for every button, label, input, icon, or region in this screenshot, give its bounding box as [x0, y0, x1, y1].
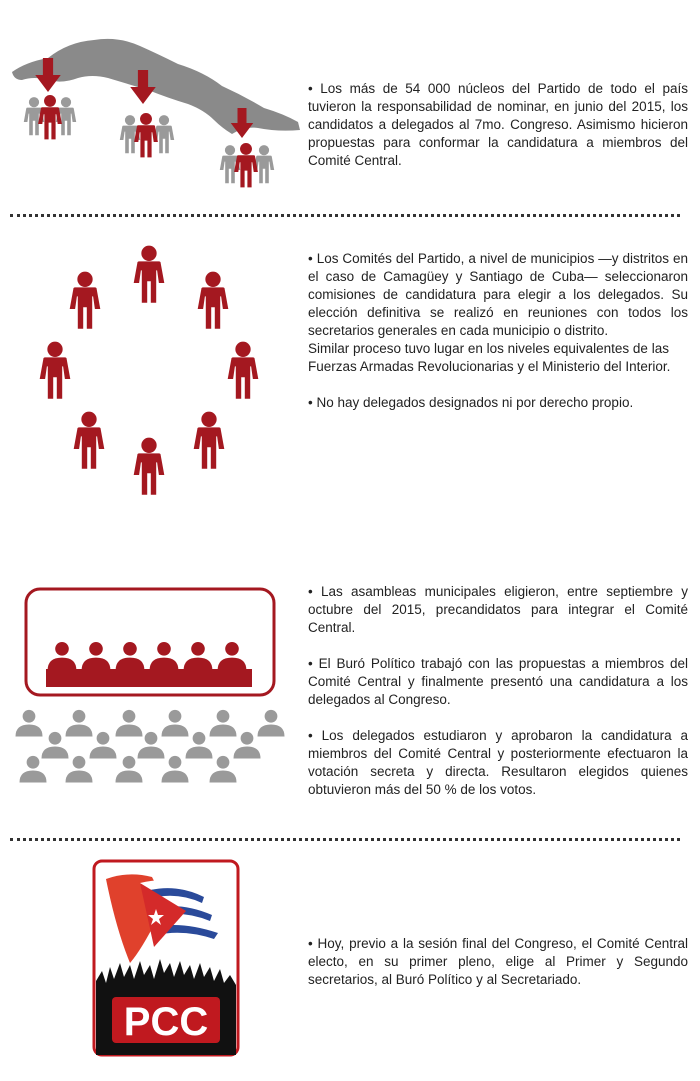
audience-icon: [16, 710, 285, 783]
section2-text: [308, 250, 688, 412]
divider-2: [10, 838, 680, 841]
section-candidature-commissions: [0, 220, 700, 550]
divider-1: [10, 214, 680, 217]
commission-circle-illustration: [30, 240, 270, 505]
section-central-committee-candidature: [0, 575, 700, 835]
pcc-flag-logo: [92, 859, 240, 1057]
section3-text: [308, 583, 688, 799]
section1-text: [308, 80, 688, 170]
cuba-map-illustration: [8, 28, 308, 198]
cuba-map-icon: [8, 28, 308, 198]
section3-paragraph-1: • Las asambleas municipales eligieron, entre septiembre y octubre del 2015, precandidatos para integrar el Comité Central.: [308, 584, 688, 635]
presidium-icon: [26, 589, 274, 695]
section3-paragraph-3: • Los delegados estudiaron y aprobaron la candidatura a miembros del Comité Central y posteriormente efectuaron la votación secreta y directa. Resultaron elegidos quienes obtuvieron más del 50 % de los votos.: [308, 728, 688, 797]
section1-paragraph-1: • Los más de 54 000 núcleos del Partido de todo el país tuvieron la responsabilidad de nominar, en junio del 2015, los candidatos a delegados al 7mo. Congreso. Asimismo hicieron propuestas para conformar la candidatura a miembros del Comité Central.: [308, 81, 688, 168]
pcc-logo: [92, 859, 240, 1057]
section4-paragraph-1: • Hoy, previo a la sesión final del Congreso, el Comité Central electo, en su primer pleno, elige al Primer y Segundo secretarios, al Buró Político y al Secretariado.: [308, 936, 688, 987]
section4-text: [308, 935, 688, 989]
assembly-illustration: [10, 585, 295, 795]
section-first-plenum: [0, 845, 700, 1081]
section2-paragraph-3: • No hay delegados designados ni por derecho propio.: [308, 395, 634, 410]
person-icon: [30, 240, 270, 505]
section2-paragraph-1: • Los Comités del Partido, a nivel de municipios —y distritos en el caso de Camagüey y Santiago de Cuba— seleccionaron comisiones de candidatura para elegir a los delegados. Su elección definitiva se realizó en reuniones con todos los secretarios generales en cada municipio o distrito.: [308, 251, 688, 338]
section2-paragraph-2: Similar proceso tuvo lugar en los niveles equivalentes de las Fuerzas Armadas Revolucionarias y el Ministerio del Interior.: [308, 341, 671, 374]
section3-paragraph-2: • El Buró Político trabajó con las propuestas a miembros del Comité Central y finalmente presentó una candidatura a los delegados al Congreso.: [308, 656, 688, 707]
section-nominations: [0, 0, 700, 210]
pcc-logo-text: PCC: [123, 1000, 209, 1044]
